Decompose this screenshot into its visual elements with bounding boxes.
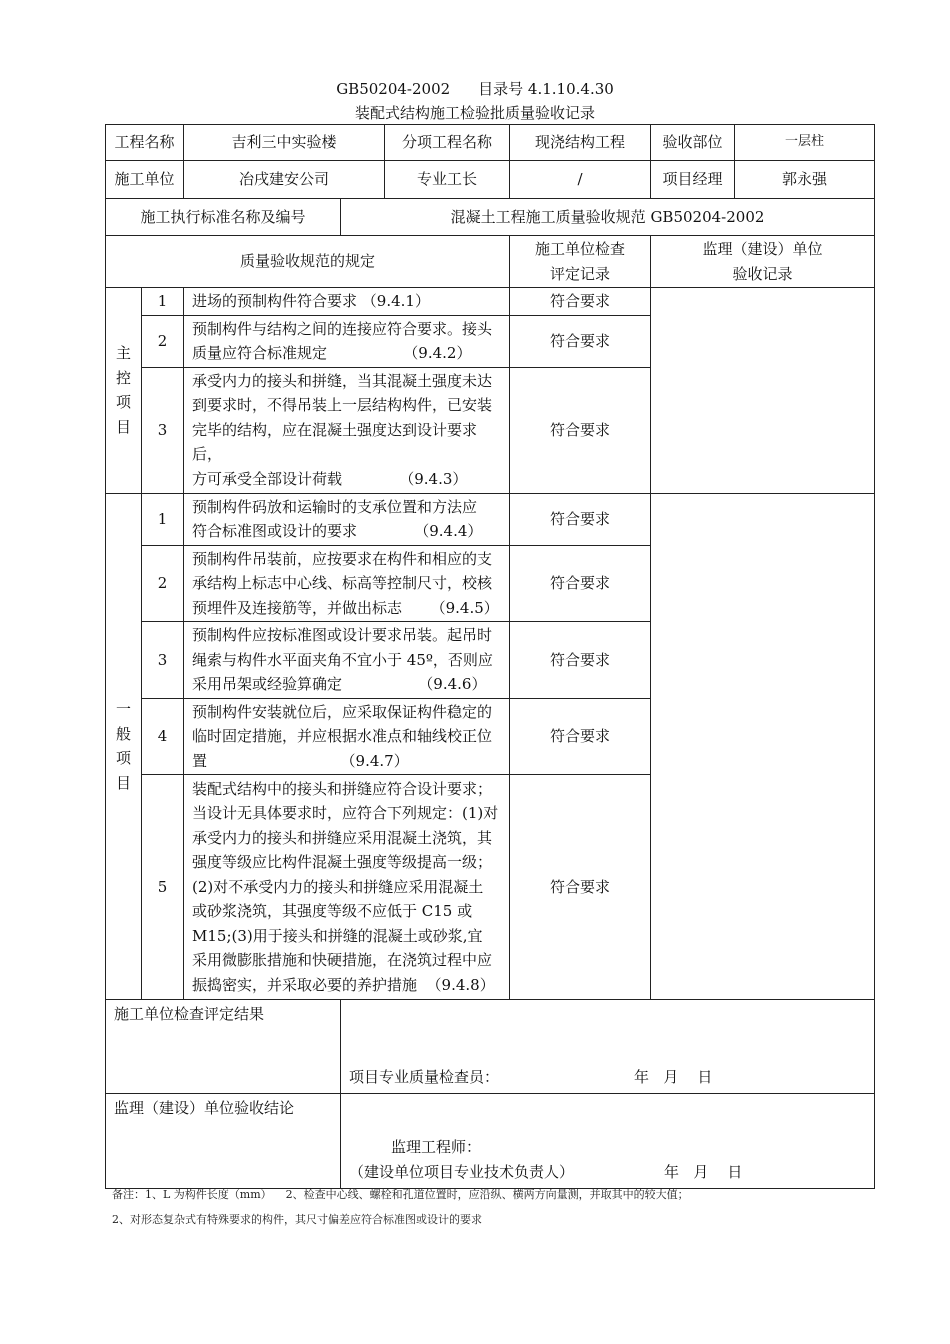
contractor-sign-date: 年 月 日 xyxy=(634,1067,713,1086)
requirement-line: 预制构件与结构之间的连接应符合要求。接头 xyxy=(192,319,493,338)
item-result: 符合要求 xyxy=(510,622,651,699)
contractor-result-row xyxy=(106,1000,875,1094)
supervisor-result-row xyxy=(106,1094,875,1189)
standard-label: 施工执行标准名称及编号 xyxy=(106,199,341,236)
owner-representative-label: （建设单位项目专业技术负责人） xyxy=(349,1162,575,1181)
subitem-value: 现浇结构工程 xyxy=(510,125,651,161)
contractor-value: 冶戌建安公司 xyxy=(184,161,385,199)
check-header-line1: 施工单位检查 xyxy=(535,240,626,258)
requirement-line: 采用微膨胀措施和快硬措施，在浇筑过程中应 xyxy=(192,951,493,970)
contractor-label: 施工单位 xyxy=(106,161,184,199)
supervisor-signature-area xyxy=(341,1094,875,1189)
document-code-line xyxy=(0,78,950,99)
main-label-char: 主 xyxy=(115,344,131,363)
spec-column-header: 质量验收规范的规定 xyxy=(106,236,510,288)
main-items-label xyxy=(106,288,142,494)
supervisor-result-label: 监理（建设）单位验收结论 xyxy=(106,1094,341,1189)
item-requirement xyxy=(184,288,510,316)
general-label-char: 般 xyxy=(115,724,131,743)
contractor-signature-area xyxy=(341,1000,875,1094)
part-value: 一层柱 xyxy=(735,125,875,161)
requirement-line: 预埋件及连接筋等，并做出标志 （9.4.5） xyxy=(192,598,499,617)
supervisor-engineer-label: 监理工程师： xyxy=(391,1138,482,1156)
info-row-2 xyxy=(106,161,875,199)
column-header-row xyxy=(106,236,875,288)
project-name-label: 工程名称 xyxy=(106,125,184,161)
requirement-line: 完毕的结构，应在混凝土强度达到设计要求 xyxy=(192,420,478,439)
requirement-line: 到要求时，不得吊装上一层结构构件，已安装 xyxy=(192,396,493,415)
part-label: 验收部位 xyxy=(651,125,735,161)
subitem-label: 分项工程名称 xyxy=(385,125,510,161)
requirement-line: 或砂浆浇筑，其强度等级不应低于 C15 或 xyxy=(192,902,473,921)
supervisor-record-general xyxy=(651,493,875,1000)
item-result: 符合要求 xyxy=(510,367,651,493)
item-result: 符合要求 xyxy=(510,288,651,316)
item-result: 符合要求 xyxy=(510,698,651,775)
standard-code: GB50204-2002 xyxy=(336,80,451,98)
project-name-value: 吉利三中实验楼 xyxy=(184,125,385,161)
requirement-line: 装配式结构中的接头和拼缝应符合设计要求； xyxy=(192,779,493,798)
foreman-value: / xyxy=(510,161,651,199)
item-requirement xyxy=(184,775,510,1000)
requirement-line: 振捣密实，并采取必要的养护措施 （9.4.8） xyxy=(192,975,495,994)
main-label-char: 目 xyxy=(115,417,131,436)
requirement-line: 预制构件应按标准图或设计要求吊装。起吊时 xyxy=(192,626,493,644)
manager-value: 郭永强 xyxy=(735,161,875,199)
supervisor-column-header xyxy=(651,236,875,288)
requirement-line: M15;(3)用于接头和拼缝的混凝土或砂浆,宜 xyxy=(192,926,483,945)
manager-label: 项目经理 xyxy=(651,161,735,199)
check-column-header xyxy=(510,236,651,288)
info-row-1 xyxy=(106,125,875,161)
standard-value: 混凝土工程施工质量验收规范 GB50204-2002 xyxy=(341,199,875,236)
item-result: 符合要求 xyxy=(510,545,651,622)
item-number: 1 xyxy=(142,493,184,545)
item-requirement xyxy=(184,622,510,699)
requirement-line: 方可承受全部设计荷载 （9.4.3） xyxy=(192,469,468,488)
item-number: 2 xyxy=(142,315,184,367)
general-label-char: 目 xyxy=(115,773,131,792)
requirement-line: 承结构上标志中心线、标高等控制尺寸，校核 xyxy=(192,574,493,592)
requirement-line: 承受内力的接头和拼缝应采用混凝土浇筑，其 xyxy=(192,828,493,847)
requirement-line: 承受内力的接头和拼缝，当其混凝土强度未达 xyxy=(192,371,493,390)
requirement-line: 绳索与构件水平面夹角不宜小于 45º，否则应 xyxy=(192,650,493,669)
requirement-line: 质量应符合标准规定 （9.4.2） xyxy=(192,344,472,362)
inspection-record-table xyxy=(105,124,875,1189)
item-number: 2 xyxy=(142,545,184,622)
document-title: 装配式结构施工检验批质量验收记录 xyxy=(354,104,595,122)
item-number: 1 xyxy=(142,288,184,316)
supervisor-sign-date: 年 月 日 xyxy=(664,1162,743,1181)
requirement-line: 预制构件吊装前，应按要求在构件和相应的支 xyxy=(192,549,493,568)
main-item-row xyxy=(106,288,875,316)
requirement-line: 预制构件安装就位后，应采取保证构件稳定的 xyxy=(192,702,493,721)
item-requirement xyxy=(184,493,510,545)
item-result: 符合要求 xyxy=(510,775,651,1000)
general-items-label xyxy=(106,493,142,1000)
item-number: 3 xyxy=(142,367,184,493)
item-requirement xyxy=(184,315,510,367)
standard-row xyxy=(106,199,875,236)
footnote-line-2: 2、对形态复杂式有特殊要求的构件，其尺寸偏差应符合标准图或设计的要求 xyxy=(112,1213,482,1226)
supervisor-header-line2: 验收记录 xyxy=(732,264,793,283)
catalog-number: 目录号 4.1.10.4.30 xyxy=(478,80,614,98)
general-item-row xyxy=(106,493,875,545)
footnote-line-1: 备注：1、L 为构件长度（mm） 2、检查中心线、螺栓和孔道位置时，应沿纵、横两方向量测，并取其中的较大值； xyxy=(112,1188,689,1201)
general-label-char: 项 xyxy=(115,749,131,768)
item-result: 符合要求 xyxy=(510,493,651,545)
requirement-line: 临时固定措施，并应根据水准点和轴线校正位 xyxy=(192,727,493,745)
quality-inspector-label: 项目专业质量检查员： xyxy=(349,1067,500,1086)
item-number: 4 xyxy=(142,698,184,775)
item-requirement xyxy=(184,545,510,622)
supervisor-owner-line xyxy=(349,1160,866,1185)
main-label-char: 项 xyxy=(115,393,131,412)
requirement-line: 强度等级应比构件混凝土强度等级提高一级； xyxy=(192,853,493,872)
general-label-char: 一 xyxy=(115,700,131,719)
requirement-line: 进场的预制构件符合要求 （9.4.1） xyxy=(192,292,430,310)
check-header-line2: 评定记录 xyxy=(550,264,611,283)
requirement-line: 预制构件码放和运输时的支承位置和方法应 xyxy=(192,497,478,516)
main-label-char: 控 xyxy=(115,368,131,387)
item-number: 3 xyxy=(142,622,184,699)
item-requirement xyxy=(184,367,510,493)
requirement-line: 符合标准图或设计的要求 （9.4.4） xyxy=(192,522,483,540)
foreman-label: 专业工长 xyxy=(385,161,510,199)
item-requirement xyxy=(184,698,510,775)
item-result: 符合要求 xyxy=(510,315,651,367)
supervisor-header-line1: 监理（建设）单位 xyxy=(702,240,823,258)
requirement-line: 置 （9.4.7） xyxy=(192,751,409,770)
item-number: 5 xyxy=(142,775,184,1000)
contractor-result-label: 施工单位检查评定结果 xyxy=(106,1000,341,1094)
requirement-line: (2)对不承受内力的接头和拼缝应采用混凝土 xyxy=(192,877,484,896)
supervisor-record-main xyxy=(651,288,875,494)
requirement-line: 后， xyxy=(192,445,223,464)
requirement-line: 当设计无具体要求时，应符合下列规定：(1)对 xyxy=(192,804,499,823)
requirement-line: 采用吊架或经验算确定 （9.4.6） xyxy=(192,675,487,693)
